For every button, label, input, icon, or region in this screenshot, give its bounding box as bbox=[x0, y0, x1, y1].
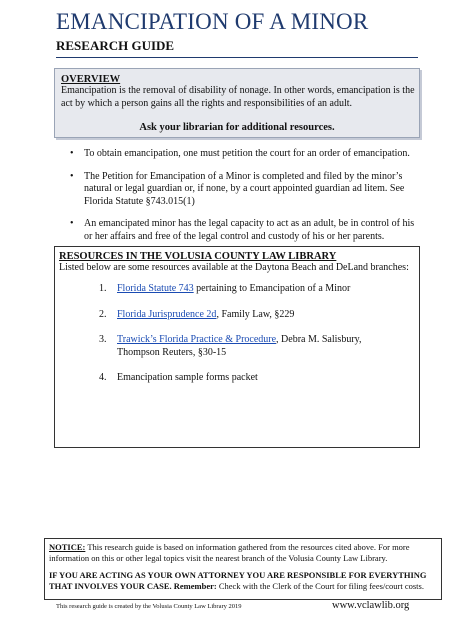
resources-heading: RESOURCES IN THE VOLUSIA COUNTY LAW LIBRARY bbox=[59, 251, 337, 262]
florida-jurisprudence-link[interactable]: Florida Jurisprudence 2d bbox=[117, 308, 217, 320]
list-item bbox=[70, 171, 420, 209]
item-description: , Debra M. Salisbury, Thompson Reuters, §30-15 bbox=[117, 334, 362, 358]
item-number: 4. bbox=[99, 372, 107, 383]
item-number: 2. bbox=[99, 308, 107, 320]
florida-statute-743-link[interactable]: Florida Statute 743 bbox=[117, 283, 194, 294]
bullet-text: To obtain emancipation, one must petition the court for an order of emancipation. bbox=[84, 148, 410, 159]
page-subtitle: RESEARCH GUIDE bbox=[56, 38, 175, 53]
list-item bbox=[99, 372, 405, 385]
footer-credit: This research guide is created by the Volusia County Law Library 2019 bbox=[56, 603, 242, 610]
list-item bbox=[70, 148, 420, 161]
warning-rest: Check with the Clerk of the Court for filing fees/court costs. bbox=[216, 581, 424, 591]
item-number: 3. bbox=[99, 334, 107, 345]
notice-text: This research guide is based on information gathered from the resources cited above. For more information on this or other legal topics visit the nearest branch of the Volusia County Law Library. bbox=[49, 542, 410, 563]
item-description: pertaining to Emancipation of a Minor bbox=[193, 283, 351, 294]
bullet-icon: • bbox=[70, 148, 74, 159]
notice-label: NOTICE: bbox=[49, 542, 86, 552]
page-title: EMANCIPATION OF A MINOR bbox=[56, 9, 369, 34]
warning-text: IF YOU ARE ACTING AS YOUR OWN ATTORNEY YOU ARE RESPONSIBLE FOR EVERYTHING THAT INVOLVES YOUR CASE. Remember: bbox=[49, 570, 427, 591]
item-number: 1. bbox=[99, 283, 107, 294]
list-item bbox=[70, 218, 420, 243]
overview-box bbox=[54, 68, 420, 138]
resources-box bbox=[54, 246, 420, 448]
resources-intro: Listed below are some resources available at the Daytona Beach and DeLand branches: bbox=[59, 262, 409, 273]
bullet-text: The Petition for Emancipation of a Minor is completed and filed by the minor’s natural or legal guardian or, if none, by a court appointed guardian ad litem. See Florida Statute §743.015(1) bbox=[84, 170, 405, 207]
list-item bbox=[99, 309, 405, 322]
bullet-icon: • bbox=[70, 170, 74, 182]
website-link[interactable]: www.vclawlib.org bbox=[332, 600, 410, 611]
warning-paragraph bbox=[49, 570, 437, 592]
overview-heading: OVERVIEW bbox=[61, 74, 121, 85]
list-item bbox=[99, 283, 405, 296]
resources-list bbox=[99, 283, 405, 398]
item-description: Emancipation sample forms packet bbox=[117, 372, 258, 383]
bullet-icon: • bbox=[70, 218, 74, 229]
key-points-list bbox=[70, 148, 420, 253]
item-description: , Family Law, §229 bbox=[216, 308, 295, 320]
list-item bbox=[99, 334, 405, 359]
bullet-text: An emancipated minor has the legal capacity to act as an adult, be in control of his or her affairs and free of the legal control and custody of his or her parents. bbox=[84, 218, 415, 242]
overview-text: Emancipation is the removal of disability of nonage. In other words, emancipation is the act by which a person gains all the rights and responsibilities of an adult. bbox=[61, 85, 415, 109]
ask-librarian-note: Ask your librarian for additional resources. bbox=[139, 122, 335, 133]
title-divider bbox=[56, 57, 418, 58]
trawicks-practice-link[interactable]: Trawick’s Florida Practice & Procedure bbox=[117, 334, 277, 345]
notice-box bbox=[44, 538, 442, 600]
notice-paragraph bbox=[49, 542, 437, 564]
